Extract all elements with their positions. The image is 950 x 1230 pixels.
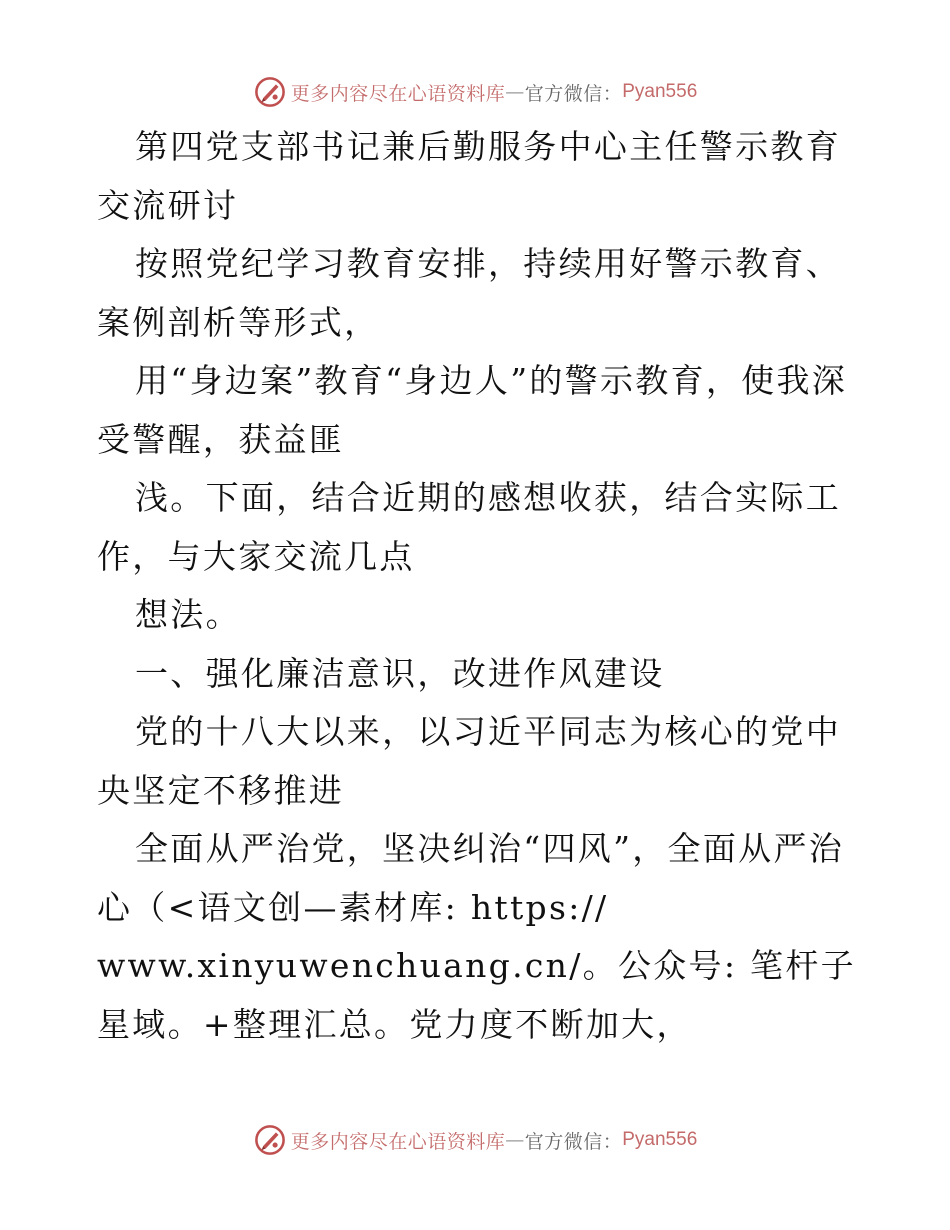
watermark-wechat-label: 官方微信： <box>524 1130 623 1153</box>
footer-watermark <box>0 1120 950 1160</box>
pen-logo-icon <box>253 75 287 109</box>
watermark-brand: 更多内容尽在心语资料库 <box>290 1130 506 1153</box>
header-watermark <box>0 72 950 112</box>
paragraph: 想法。 <box>135 595 241 634</box>
watermark-wechat-id: Pyan556 <box>622 81 698 102</box>
paragraph: 用“身边案”教育“身边人”的警示教育，使我深受警醒，获益匪 <box>97 361 848 459</box>
watermark-brand: 更多内容尽在心语资料库 <box>290 82 506 105</box>
paragraph: 按照党纪学习教育安排，持续用好警示教育、案例剖析等形式， <box>97 244 841 342</box>
section-heading: 一、强化廉洁意识，改进作风建设 <box>135 653 665 693</box>
paragraph: 全面从严治党，坚决纠治“四风”，全面从严治心（<语文创—素材库: https:// <box>97 829 845 927</box>
paragraph: www.xinyuwenchuang.cn/。公众号: 笔杆子星域。+整理汇总。党力度不断加大， <box>97 946 856 1044</box>
pen-logo-icon <box>253 1123 287 1157</box>
watermark-dash: — <box>505 1129 525 1151</box>
document-body <box>97 118 857 1054</box>
watermark-dash: — <box>505 81 525 103</box>
paragraph: 浅。下面，结合近期的感想收获，结合实际工作，与大家交流几点 <box>97 478 841 576</box>
paragraph: 党的十八大以来，以习近平同志为核心的党中央坚定不移推进 <box>97 712 841 810</box>
watermark-wechat-label: 官方微信： <box>524 82 623 105</box>
watermark-wechat-id: Pyan556 <box>622 1129 698 1150</box>
document-title: 第四党支部书记兼后勤服务中心主任警示教育交流研讨 <box>97 127 841 225</box>
